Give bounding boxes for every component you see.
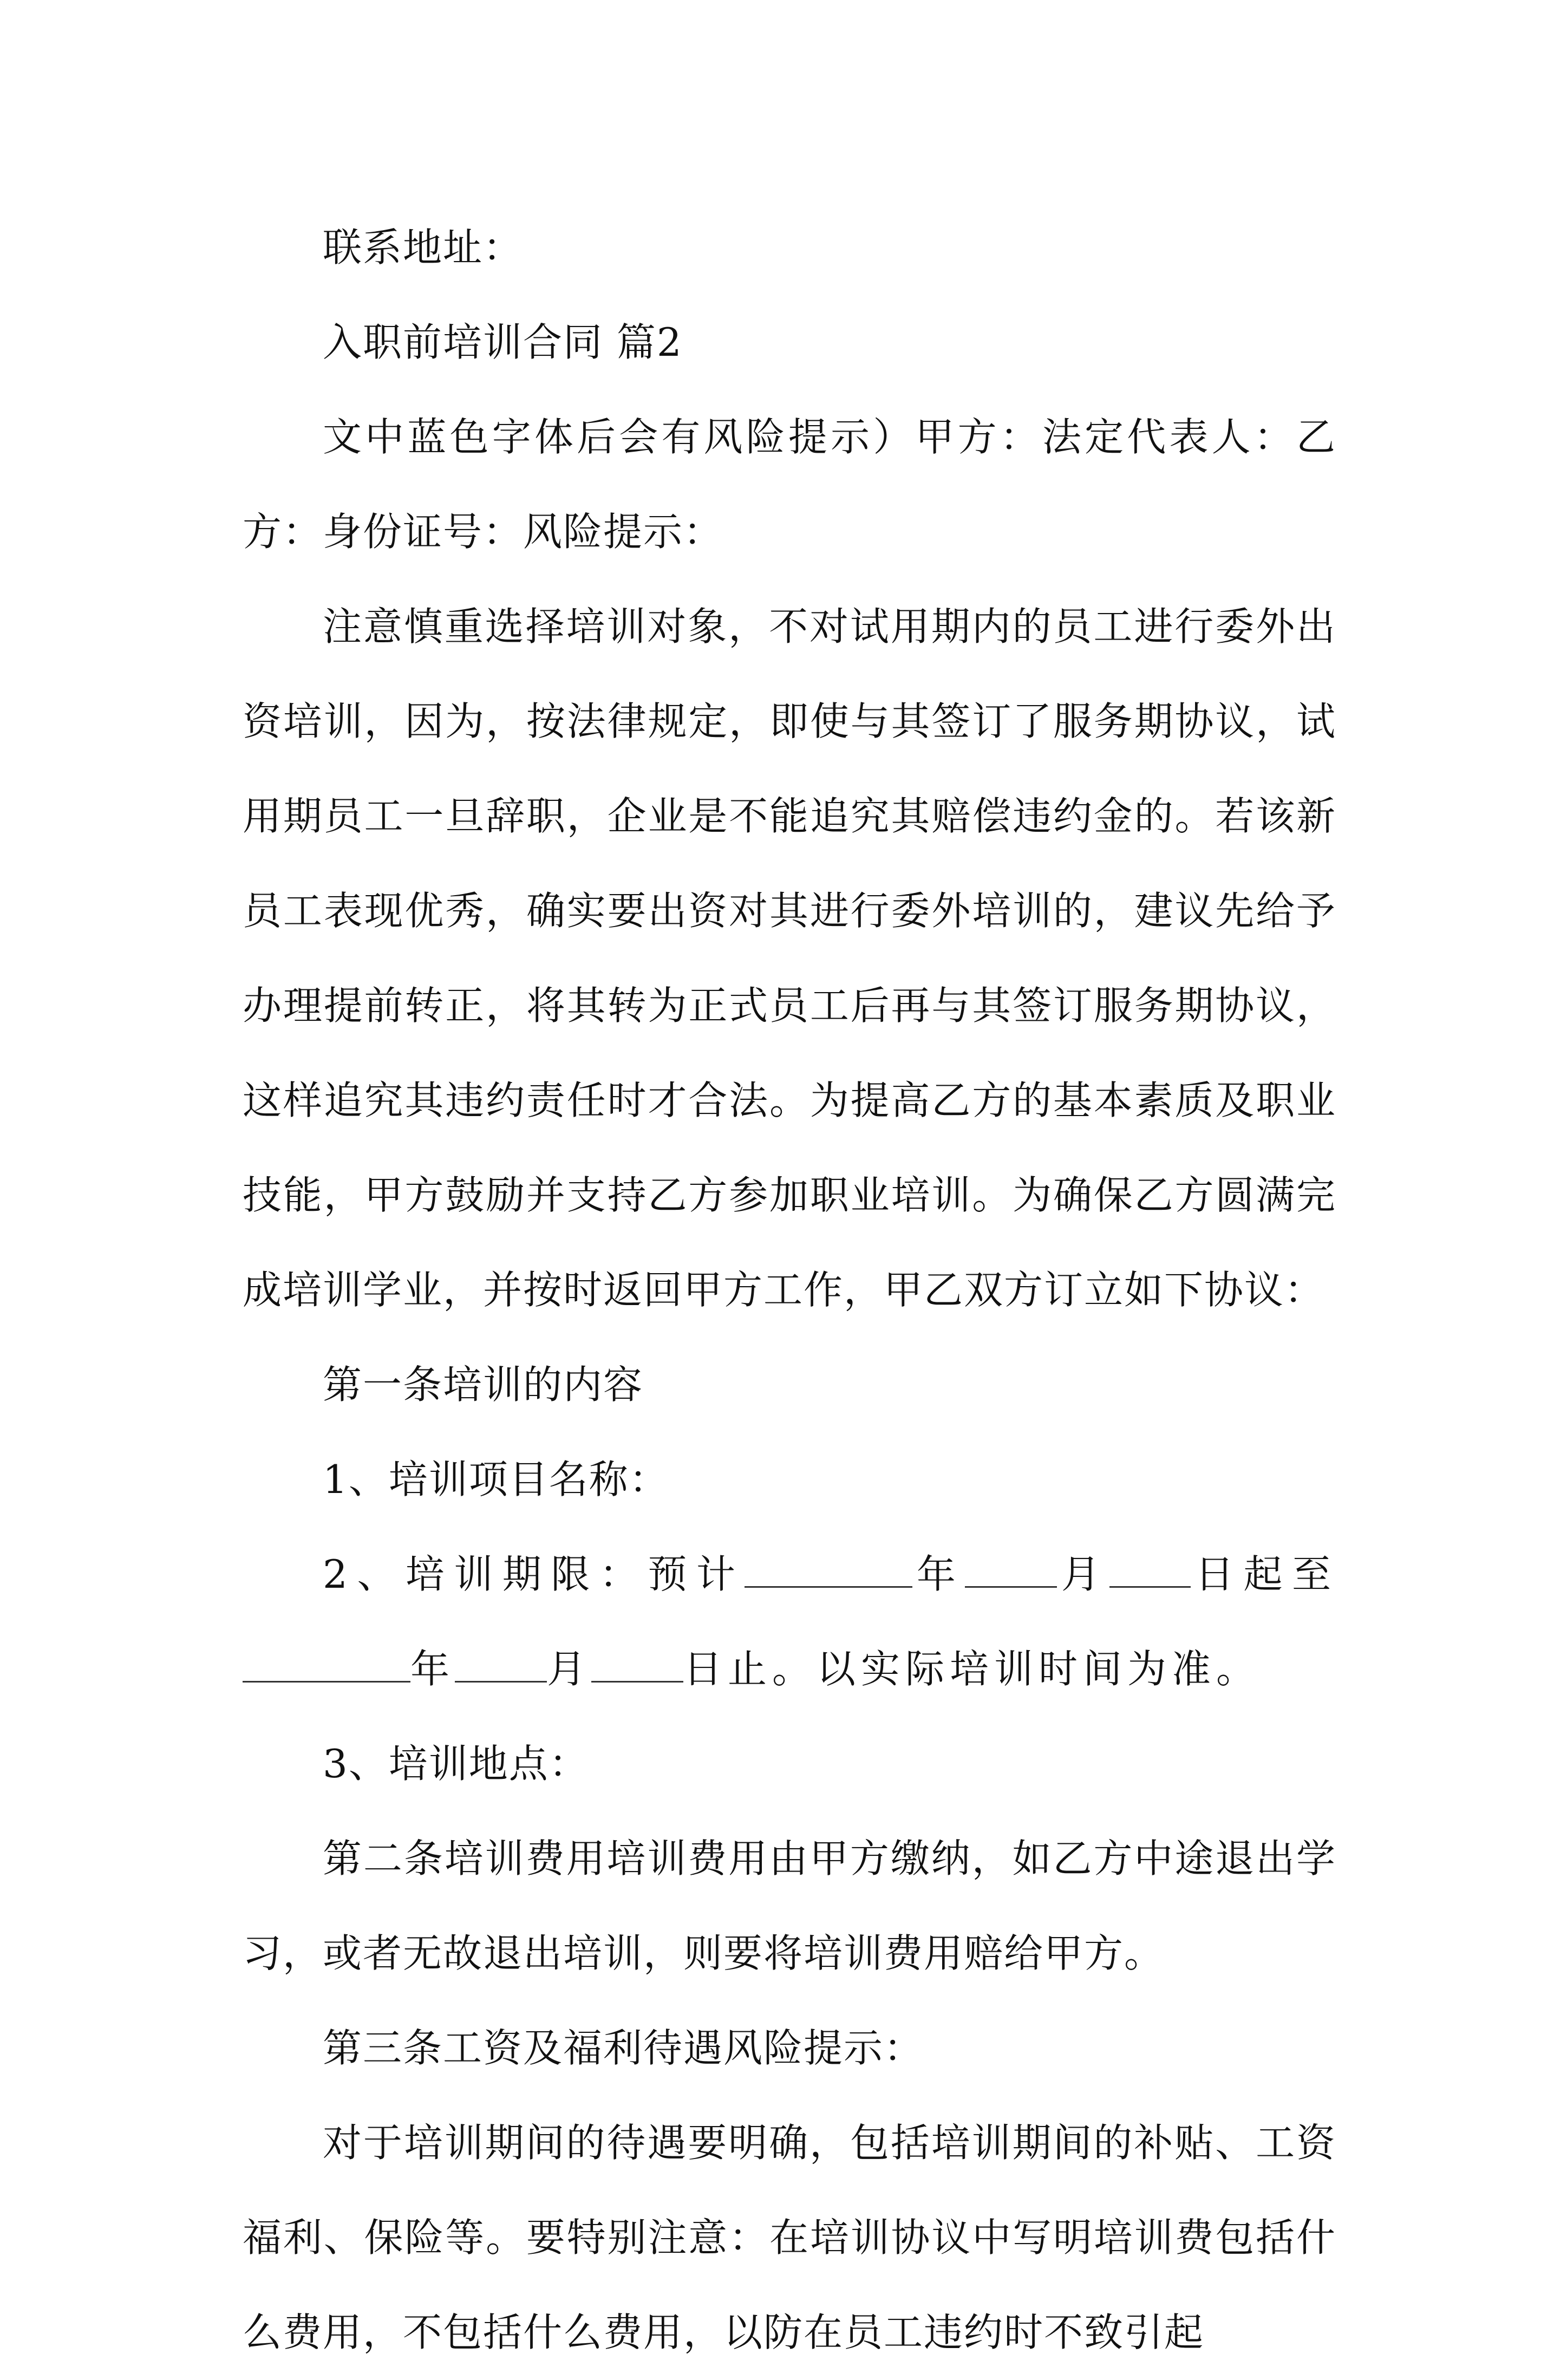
blank-start-day: [1109, 1554, 1191, 1588]
period-year-1: 年: [912, 1551, 965, 1597]
benefits-risk-paragraph: 对于培训期间的待遇要明确，包括培训期间的补贴、工资福利、保险等。要特别注意：在培训协议中写明培训费包括什么费用，不包括什么费用，以防在员工违约时不致引起: [243, 2120, 1336, 2355]
blank-start-year: [745, 1554, 912, 1588]
training-period-clause: [243, 1527, 1336, 1717]
section-heading-part2: 入职前培训合同 篇2: [323, 319, 683, 365]
training-location-line: 3、培训地点：: [323, 1741, 589, 1786]
article-3-heading: 第三条工资及福利待遇风险提示：: [323, 2025, 924, 2071]
document-body: [243, 200, 1336, 2380]
training-item-name-line: 1、培训项目名称：: [323, 1457, 669, 1502]
blank-end-year: [243, 1648, 410, 1683]
article-1-heading: 第一条培训的内容: [323, 1362, 644, 1407]
period-month-1: 月: [1057, 1551, 1110, 1597]
risk-notice-paragraph: 注意慎重选择培训对象，不对试用期内的员工进行委外出资培训，因为，按法律规定，即使与其签订了服务期协议，试用期员工一旦辞职，企业是不能追究其赔偿违约金的。若该新员工表现优秀，确实要出资对其进行委外培训的，建议先给予办理提前转正，将其转为正式员工后再与其签订服务期协议，这样追究其违约责任时才合法。为提高乙方的基本素质及职业技能，甲方鼓励并支持乙方参加职业培训。为确保乙方圆满完成培训学业，并按时返回甲方工作，甲乙双方订立如下协议：: [243, 604, 1336, 1313]
blank-end-month: [455, 1648, 547, 1683]
period-year-2: 年: [410, 1646, 455, 1692]
blank-start-month: [965, 1554, 1057, 1588]
blank-end-day: [591, 1648, 683, 1683]
period-suffix: 日止。以实际培训时间为准。: [683, 1646, 1261, 1692]
contact-address-line: 联系地址：: [323, 225, 524, 270]
parties-paragraph: 文中蓝色字体后会有风险提示）甲方：法定代表人：乙方：身份证号：风险提示：: [243, 414, 1336, 555]
period-prefix: 2、培训期限：预计: [323, 1551, 745, 1597]
period-month-2: 月: [547, 1646, 592, 1692]
period-day-1: 日起至: [1191, 1551, 1336, 1597]
article-2-paragraph: 第二条培训费用培训费用由甲方缴纳，如乙方中途退出学习，或者无故退出培训，则要将培训费用赔给甲方。: [243, 1836, 1336, 1976]
